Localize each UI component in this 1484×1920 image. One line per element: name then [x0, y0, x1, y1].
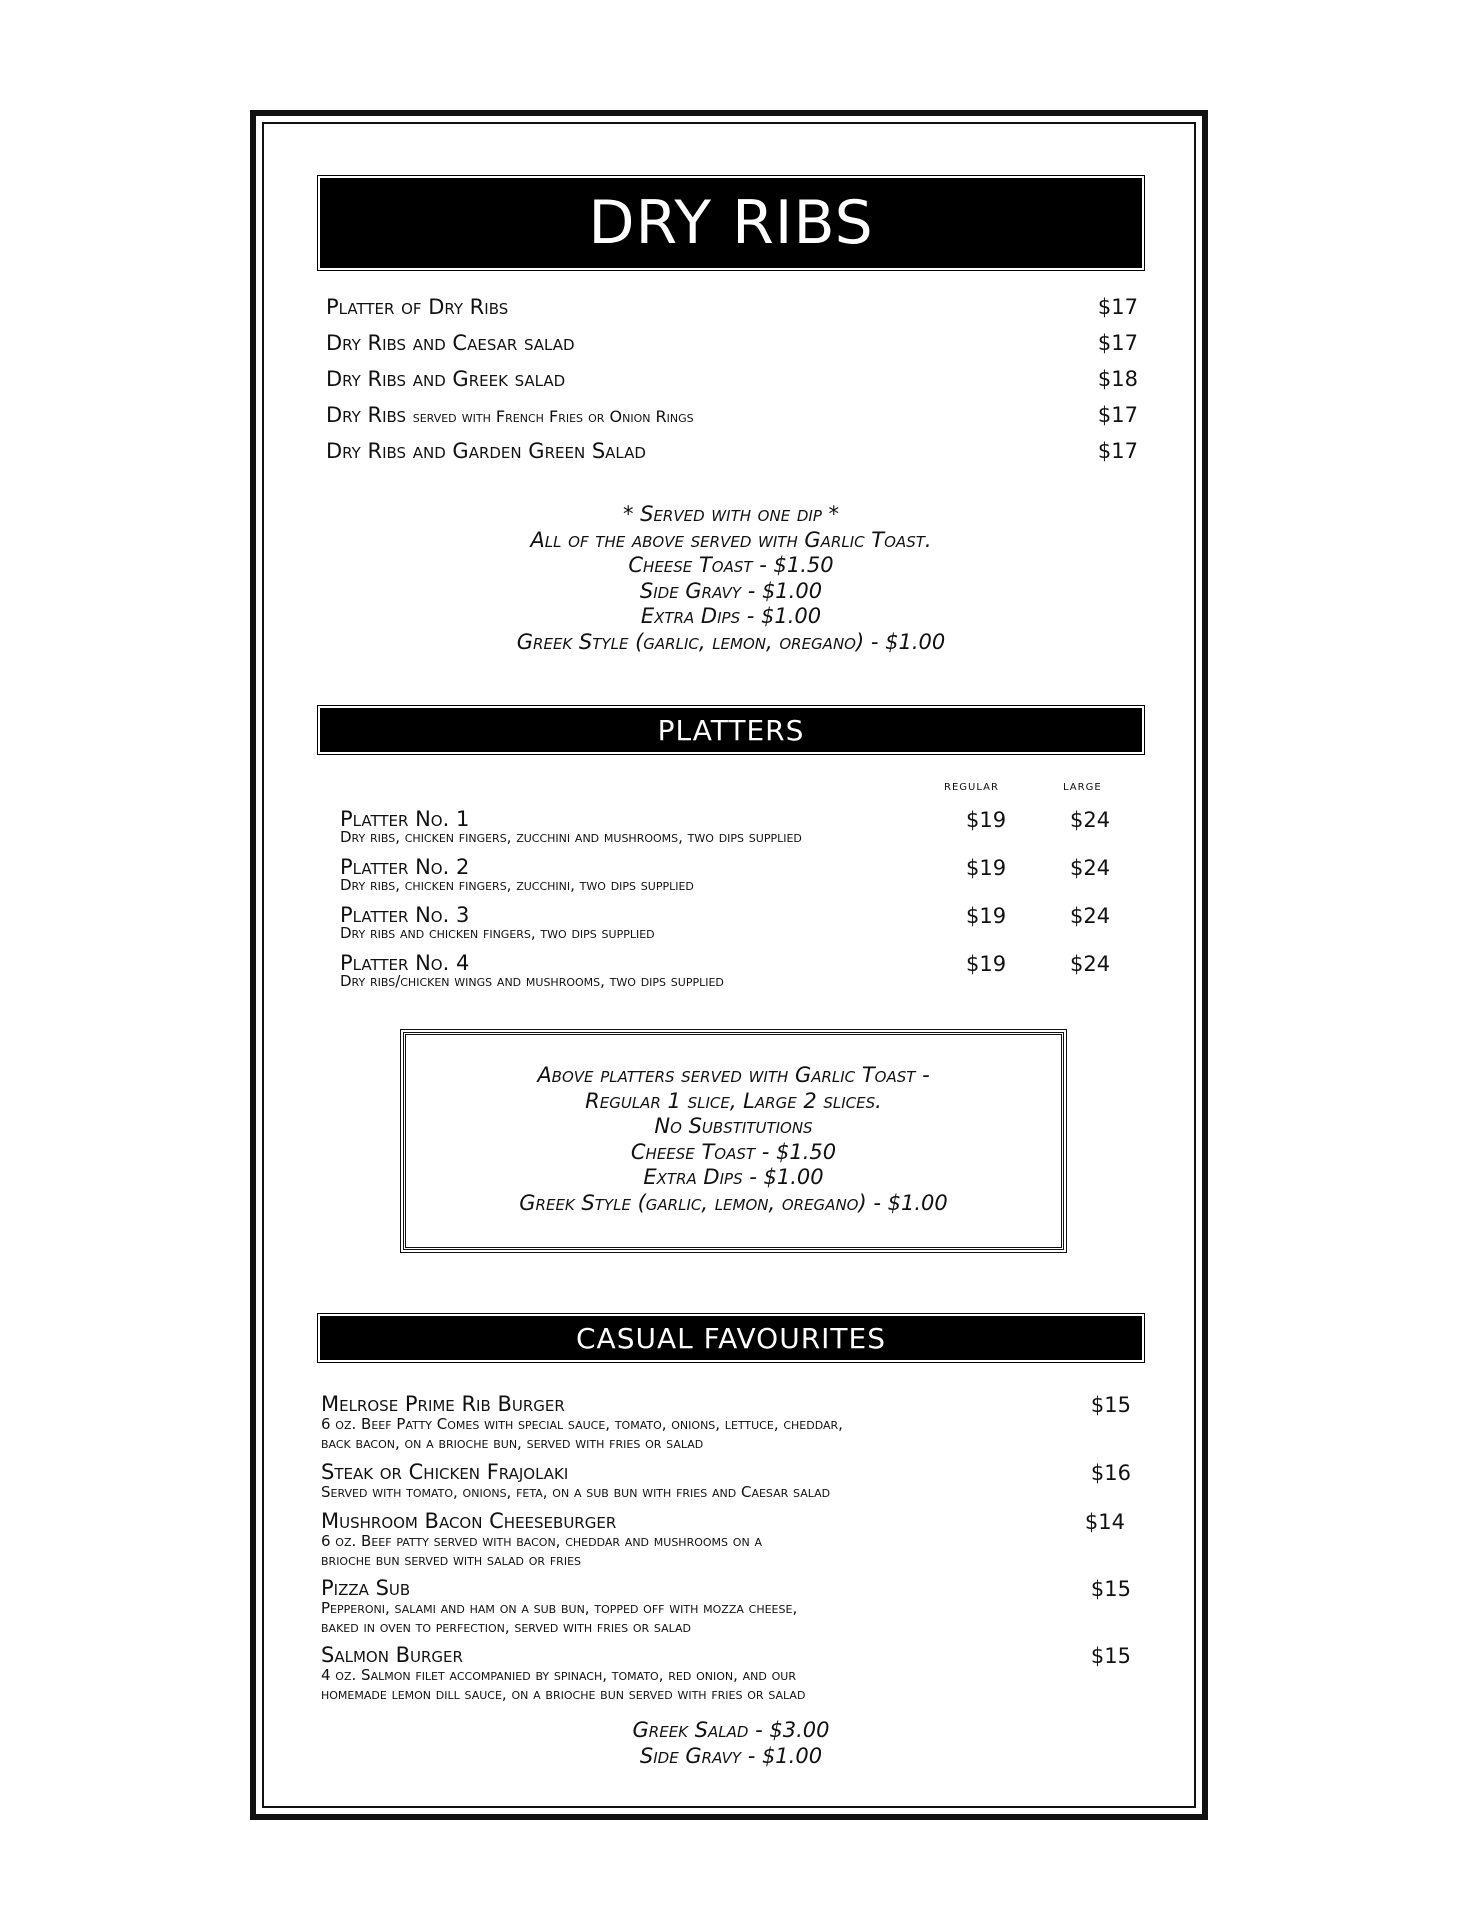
note-line: Extra Dips - $1.00 [640, 604, 822, 628]
item-name: Dry Ribs and Garden Green Salad [326, 439, 646, 463]
casual-item-name: Mushroom Bacon Cheeseburger [321, 1509, 617, 1533]
note-line: Greek Style (garlic, lemon, oregano) - $1.00 [516, 629, 946, 654]
casual-item-price: $15 [1090, 1577, 1131, 1601]
dry-ribs-notes [320, 502, 1142, 655]
platter-price-regular: $19 [966, 808, 1007, 832]
platter-desc: Dry ribs and chicken fingers, two dips supplied [340, 924, 655, 942]
note-line: No Substitutions [654, 1114, 813, 1138]
casual-item-desc: Pepperoni, salami and ham on a sub bun, topped off with mozza cheese, [321, 1599, 798, 1617]
casual-favourites-banner: CASUAL FAVOURITES [320, 1316, 1142, 1360]
platters-notice-box [403, 1032, 1064, 1250]
casual-item-name: Steak or Chicken Frajolaki [321, 1460, 569, 1484]
platter-price-large: $24 [1070, 856, 1111, 880]
menu-item-row [326, 403, 1138, 427]
note-line: Side Gravy - $1.00 [639, 1743, 823, 1768]
casual-item-desc: baked in oven to perfection, served with fries or salad [321, 1617, 692, 1636]
platter-price-large: $24 [1070, 904, 1111, 928]
casual-item-price: $16 [1090, 1461, 1131, 1485]
casual-item-desc: brioche bun served with salad or fries [321, 1550, 581, 1569]
platter-name: Platter No. 2 [340, 855, 470, 879]
platter-desc: Dry ribs, chicken fingers, zucchini and mushrooms, two dips supplied [340, 828, 802, 846]
casual-notes [320, 1718, 1142, 1769]
casual-item [321, 1461, 1131, 1502]
platters-banner: PLATTERS [320, 708, 1142, 752]
casual-item-desc: 6 oz. Beef patty served with bacon, cheddar and mushrooms on a [321, 1532, 762, 1550]
item-name-main: Dry Ribs [326, 403, 407, 427]
casual-item-desc: back bacon, on a brioche bun, served with fries or salad [321, 1433, 704, 1452]
item-price: $17 [1097, 331, 1138, 355]
item-price: $18 [1097, 367, 1138, 391]
casual-item [321, 1393, 1131, 1452]
item-name [326, 403, 694, 427]
platter-item [340, 904, 1130, 941]
item-name-sub: served with French Fries or Onion Rings [412, 407, 694, 426]
note-line: Cheese Toast - $1.50 [628, 553, 834, 577]
casual-item [321, 1644, 1131, 1703]
platter-item [340, 808, 1130, 845]
platter-desc: Dry ribs/chicken wings and mushrooms, two dips supplied [340, 972, 724, 990]
note-line: Regular 1 slice, Large 2 slices. [585, 1088, 882, 1113]
menu-item-row [326, 439, 1138, 463]
item-price: $17 [1097, 295, 1138, 319]
casual-item-desc: Served with tomato, onions, feta, on a sub bun with fries and Caesar salad [321, 1483, 831, 1501]
platters-notes [406, 1063, 1061, 1216]
item-price: $17 [1097, 403, 1138, 427]
platter-name: Platter No. 1 [340, 807, 470, 831]
note-line: All of the above served with Garlic Toast. [530, 527, 932, 552]
column-header-regular: regular [944, 778, 999, 794]
casual-item-name: Pizza Sub [321, 1576, 411, 1600]
item-name: Dry Ribs and Caesar salad [326, 331, 575, 355]
casual-item-desc: homemade lemon dill sauce, on a brioche bun served with fries or salad [321, 1684, 806, 1703]
note-line: Cheese Toast - $1.50 [630, 1139, 837, 1164]
casual-item-price: $14 [1084, 1510, 1125, 1534]
note-line: Greek Salad - $3.00 [632, 1718, 830, 1742]
platter-item [340, 856, 1130, 893]
casual-item-price: $15 [1090, 1644, 1131, 1668]
platter-price-regular: $19 [966, 952, 1007, 976]
platter-item [340, 952, 1130, 989]
item-name: Platter of Dry Ribs [326, 295, 509, 319]
platter-price-regular: $19 [966, 856, 1007, 880]
column-header-large: large [1063, 778, 1102, 794]
note-line: Greek Style (garlic, lemon, oregano) - $1.00 [519, 1190, 948, 1215]
casual-item-name: Melrose Prime Rib Burger [321, 1392, 565, 1416]
menu-item-row [326, 367, 1138, 391]
platter-price-large: $24 [1070, 952, 1111, 976]
casual-item [321, 1577, 1131, 1636]
platter-price-large: $24 [1070, 808, 1111, 832]
platter-name: Platter No. 4 [340, 951, 470, 975]
casual-item-price: $15 [1090, 1393, 1131, 1417]
item-name: Dry Ribs and Greek salad [326, 367, 566, 391]
platter-name: Platter No. 3 [340, 903, 470, 927]
casual-item [321, 1510, 1131, 1569]
platter-price-regular: $19 [966, 904, 1007, 928]
casual-item-desc: 4 oz. Salmon filet accompanied by spinach, tomato, red onion, and our [321, 1666, 796, 1684]
casual-item-name: Salmon Burger [321, 1643, 463, 1667]
note-line: Above platters served with Garlic Toast - [537, 1063, 930, 1087]
note-line: Side Gravy - $1.00 [639, 578, 823, 603]
platter-desc: Dry ribs, chicken fingers, zucchini, two dips supplied [340, 876, 694, 894]
item-price: $17 [1097, 439, 1138, 463]
note-line: * Served with one dip * [622, 502, 840, 526]
dry-ribs-banner: DRY RIBS [320, 178, 1142, 268]
casual-item-desc: 6 oz. Beef Patty Comes with special sauce, tomato, onions, lettuce, cheddar, [321, 1415, 843, 1433]
menu-item-row [326, 295, 1138, 319]
note-line: Extra Dips - $1.00 [643, 1165, 824, 1189]
menu-item-row [326, 331, 1138, 355]
